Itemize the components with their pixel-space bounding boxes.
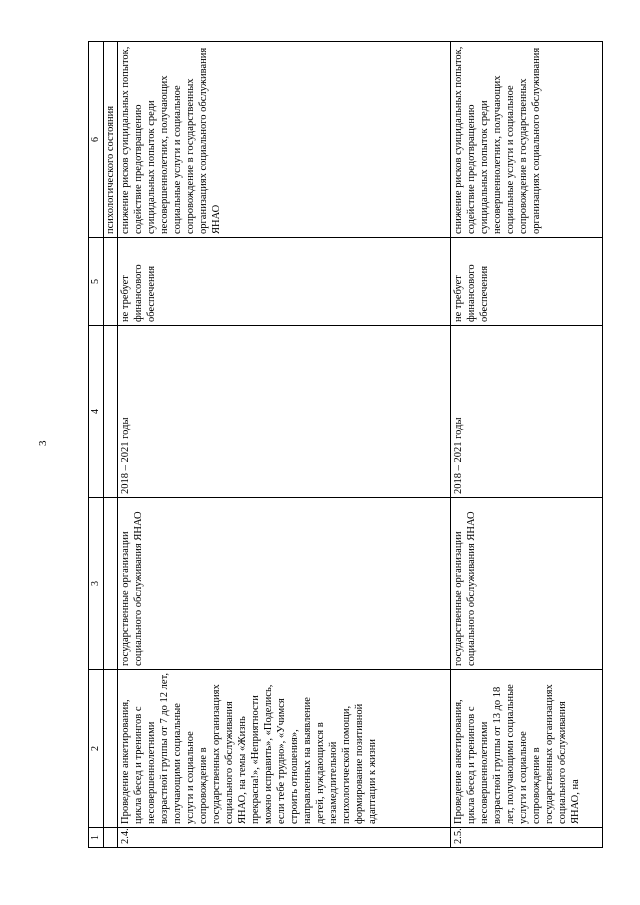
header-row: [89, 42, 104, 848]
funding-cell: не требует финансового обеспечения: [451, 238, 603, 326]
rotated-table-wrapper: [88, 42, 603, 848]
table-row: [451, 42, 603, 848]
continuation-row: [104, 42, 118, 848]
header-cell: 2: [89, 670, 104, 828]
table-cell: психологического состояния: [104, 42, 118, 238]
page-number: 3: [37, 440, 49, 446]
table-cell: [104, 498, 118, 670]
header-cell: 4: [89, 326, 104, 498]
header-cell: 5: [89, 238, 104, 326]
period-cell: 2018 – 2021 годы: [118, 326, 451, 498]
funding-cell: не требует финансового обеспечения: [118, 238, 451, 326]
executor-cell: государственные организации социального обслуживания ЯНАО: [451, 498, 603, 670]
table-cell: [104, 670, 118, 828]
result-cell: снижение рисков суицидальных попыток, содействие предотвращению суицидальных попыток среди несовершеннолетних, получающих социальные услуги и социальное сопровождение в государственных организациях социального обслуживания ЯНАО: [118, 42, 451, 238]
measure-cell: Проведение анкетирования, цикла бесед и тренингов с несовершеннолетними возрастной группы от 13 до 18 лет, получающими социальные услуги и социальное сопровождение в государственных организациях социального обслуживания ЯНАО, на: [451, 670, 603, 828]
period-cell: 2018 – 2021 годы: [451, 326, 603, 498]
header-cell: 3: [89, 498, 104, 670]
header-cell: 1: [89, 828, 104, 848]
table-cell: [104, 238, 118, 326]
table-row: [118, 42, 451, 848]
header-cell: 6: [89, 42, 104, 238]
row-number: 2.5.: [451, 828, 603, 848]
table-cell: [104, 326, 118, 498]
row-number: 2.4.: [118, 828, 451, 848]
measure-cell: Проведение анкетирования, цикла бесед и тренингов с несовершеннолетними возрастной группы от 7 до 12 лет, получающими социальные услуги и социальное сопровождение в государственных организациях социального обслуживания ЯНАО, на темы «Жизнь прекрасна!», «Неприятности можно исправить», «Поделись, если тебе трудно», «Учимся строить отношения», направленных на выявление детей, нуждающихся в незамедлительной психологической помощи, формирование позитивной адаптации к жизни: [118, 670, 451, 828]
result-cell: снижение рисков суицидальных попыток, содействие предотвращению суицидальных попыток среди несовершеннолетних, получающих социальные услуги и социальное сопровождение в государственных организациях социального обслуживания: [451, 42, 603, 238]
executor-cell: государственные организации социального обслуживания ЯНАО: [118, 498, 451, 670]
measures-table: [88, 41, 603, 848]
table-cell: [104, 828, 118, 848]
